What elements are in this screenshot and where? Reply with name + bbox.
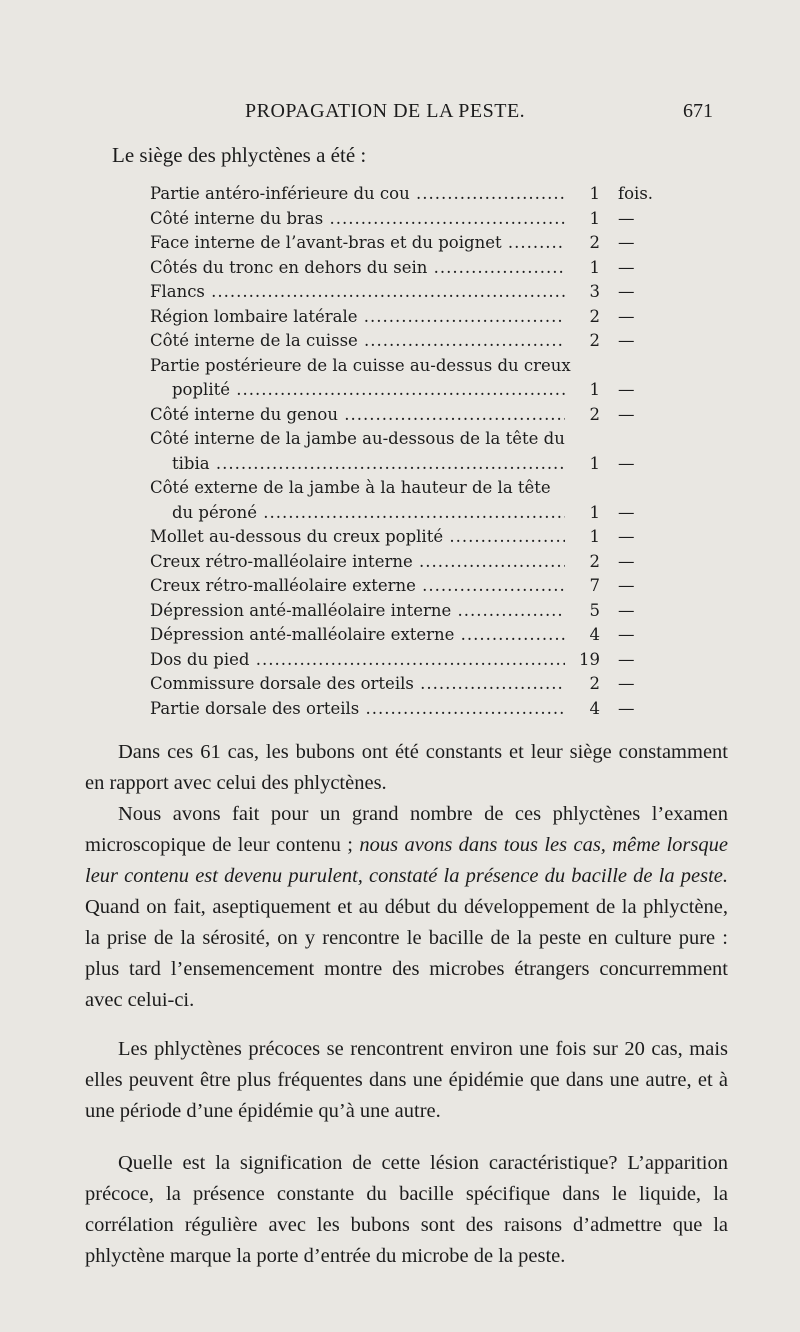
site-count: 1: [589, 527, 600, 546]
site-label: poplité .....: [172, 380, 565, 399]
site-row: [0, 380, 800, 405]
site-unit: —: [618, 551, 635, 571]
site-unit: —: [618, 282, 635, 301]
site-count: 19: [579, 649, 600, 669]
site-unit: —: [618, 380, 635, 399]
site-unit: —: [618, 233, 635, 252]
site-label: Partie postérieure de la cuisse au-dessus du creux: [150, 355, 571, 375]
site-count: 1: [589, 453, 600, 473]
site-label: Flancs .....: [150, 282, 565, 301]
site-row: [0, 625, 800, 650]
paragraph-text: Quand on fait, aseptiquement et au début du développement de la phlyctène, la prise de la sérosité, on y rencontre le bacille de la peste en culture pure : plus tard l’ensemencement montre des microbes étrangers concurremment avec celui-ci.: [85, 896, 728, 1011]
site-row: [0, 699, 800, 724]
site-label: Partie antéro-inférieure du cou .....: [150, 184, 565, 203]
site-label: Dos du pied .....: [150, 650, 565, 669]
site-count: 1: [589, 257, 600, 277]
site-label: Côté interne de la jambe au-dessous de la tête du: [150, 429, 565, 448]
site-unit: —: [618, 698, 635, 718]
site-row: [0, 356, 800, 381]
site-row: [0, 503, 800, 528]
site-count: 4: [589, 625, 600, 644]
site-row: [0, 258, 800, 283]
site-unit: —: [618, 649, 635, 669]
site-count: 2: [589, 551, 600, 571]
site-label: Dépression anté-malléolaire externe .....: [150, 625, 565, 644]
site-unit: —: [618, 576, 635, 595]
site-row: [0, 674, 800, 699]
site-label: Face interne de l’avant-bras et du poignet .....: [150, 233, 565, 252]
paragraph-text: Les phlyctènes précoces se rencontrent environ une fois sur 20 cas, mais elles peuvent être plus fréquentes dans une épidémie que dans une autre, et à une période d’une épidémie qu’à une autre.: [85, 1038, 728, 1122]
page-header: [0, 100, 800, 130]
paragraph-frequency: [85, 1034, 728, 1127]
site-unit: —: [618, 502, 635, 522]
paragraph-text: Quelle est la signification de cette lésion caractéristique? L’apparition précoce, la présence constante du bacille spécifique dans le liquide, la corrélation régulière avec les bubons sont des raisons d’admettre que la phlyctène marque la porte d’entrée du microbe de la peste.: [85, 1152, 728, 1267]
site-label: tibia .....: [172, 454, 565, 473]
site-unit: —: [618, 674, 635, 693]
site-row: [0, 209, 800, 234]
site-count: 3: [589, 282, 600, 301]
site-count: 1: [589, 380, 600, 399]
site-label: Creux rétro-malléolaire externe .....: [150, 576, 565, 595]
site-unit: —: [618, 527, 635, 546]
page-number: 671: [683, 100, 713, 122]
site-count: 2: [589, 674, 600, 693]
site-count: 7: [589, 576, 600, 595]
site-label: Côté externe de la jambe à la hauteur de la tête: [150, 478, 551, 497]
site-count: 2: [589, 306, 600, 326]
site-unit: —: [618, 208, 635, 228]
site-label: Partie dorsale des orteils .....: [150, 699, 565, 718]
site-row: [0, 576, 800, 601]
site-row: [0, 233, 800, 258]
paragraph-italic-text: nous avons dans tous les cas, même lorsque leur contenu est devenu purulent, constaté la présence du bacille de la peste.: [85, 834, 728, 887]
site-count: 5: [589, 600, 600, 620]
site-row: [0, 527, 800, 552]
site-unit: fois.: [618, 184, 654, 203]
site-unit: —: [618, 257, 635, 277]
paragraph-bubons: [85, 737, 728, 799]
phlyctene-site-list: [0, 184, 800, 723]
site-label: Mollet au-dessous du creux poplité .....: [150, 527, 565, 546]
site-unit: —: [618, 404, 635, 424]
site-label: Côté interne du genou .....: [150, 405, 565, 424]
list-intro: Le siège des phlyctènes a été :: [112, 143, 367, 167]
site-row: [0, 478, 800, 503]
site-row: [0, 282, 800, 307]
site-count: 1: [589, 184, 600, 203]
site-count: 1: [589, 208, 600, 228]
site-row: [0, 429, 800, 454]
paragraph-microscopy: [85, 799, 728, 1016]
site-count: 1: [589, 502, 600, 522]
site-unit: —: [618, 625, 635, 644]
site-label: Côté interne du bras .....: [150, 209, 565, 228]
site-label: Creux rétro-malléolaire interne .....: [150, 552, 565, 571]
site-row: [0, 650, 800, 675]
site-unit: —: [618, 453, 635, 473]
site-row: [0, 454, 800, 479]
site-label: Région lombaire latérale .....: [150, 307, 565, 326]
site-label: Côtés du tronc en dehors du sein .....: [150, 258, 565, 277]
paragraph-text: Nous avons fait pour un grand nombre de ces phlyctènes l’examen microscopique de leur contenu ;: [85, 803, 728, 856]
site-unit: —: [618, 306, 635, 326]
site-unit: —: [618, 600, 635, 620]
site-row: [0, 184, 800, 209]
site-row: [0, 331, 800, 356]
site-unit: —: [618, 331, 635, 350]
site-row: [0, 601, 800, 626]
site-count: 2: [589, 233, 600, 252]
site-label: du péroné .....: [172, 503, 565, 522]
site-label: Dépression anté-malléolaire interne .....: [150, 601, 565, 620]
site-count: 4: [589, 698, 600, 718]
running-title: PROPAGATION DE LA PESTE.: [245, 100, 526, 122]
site-count: 2: [589, 331, 600, 350]
paragraph-significance: [85, 1148, 728, 1272]
site-row: [0, 552, 800, 577]
site-row: [0, 307, 800, 332]
paragraph-text: Dans ces 61 cas, les bubons ont été constants et leur siège constamment en rapport avec celui des phlyctènes.: [85, 741, 728, 794]
site-label: Commissure dorsale des orteils .....: [150, 674, 565, 693]
site-label: Côté interne de la cuisse .....: [150, 331, 565, 350]
site-count: 2: [589, 404, 600, 424]
site-row: [0, 405, 800, 430]
